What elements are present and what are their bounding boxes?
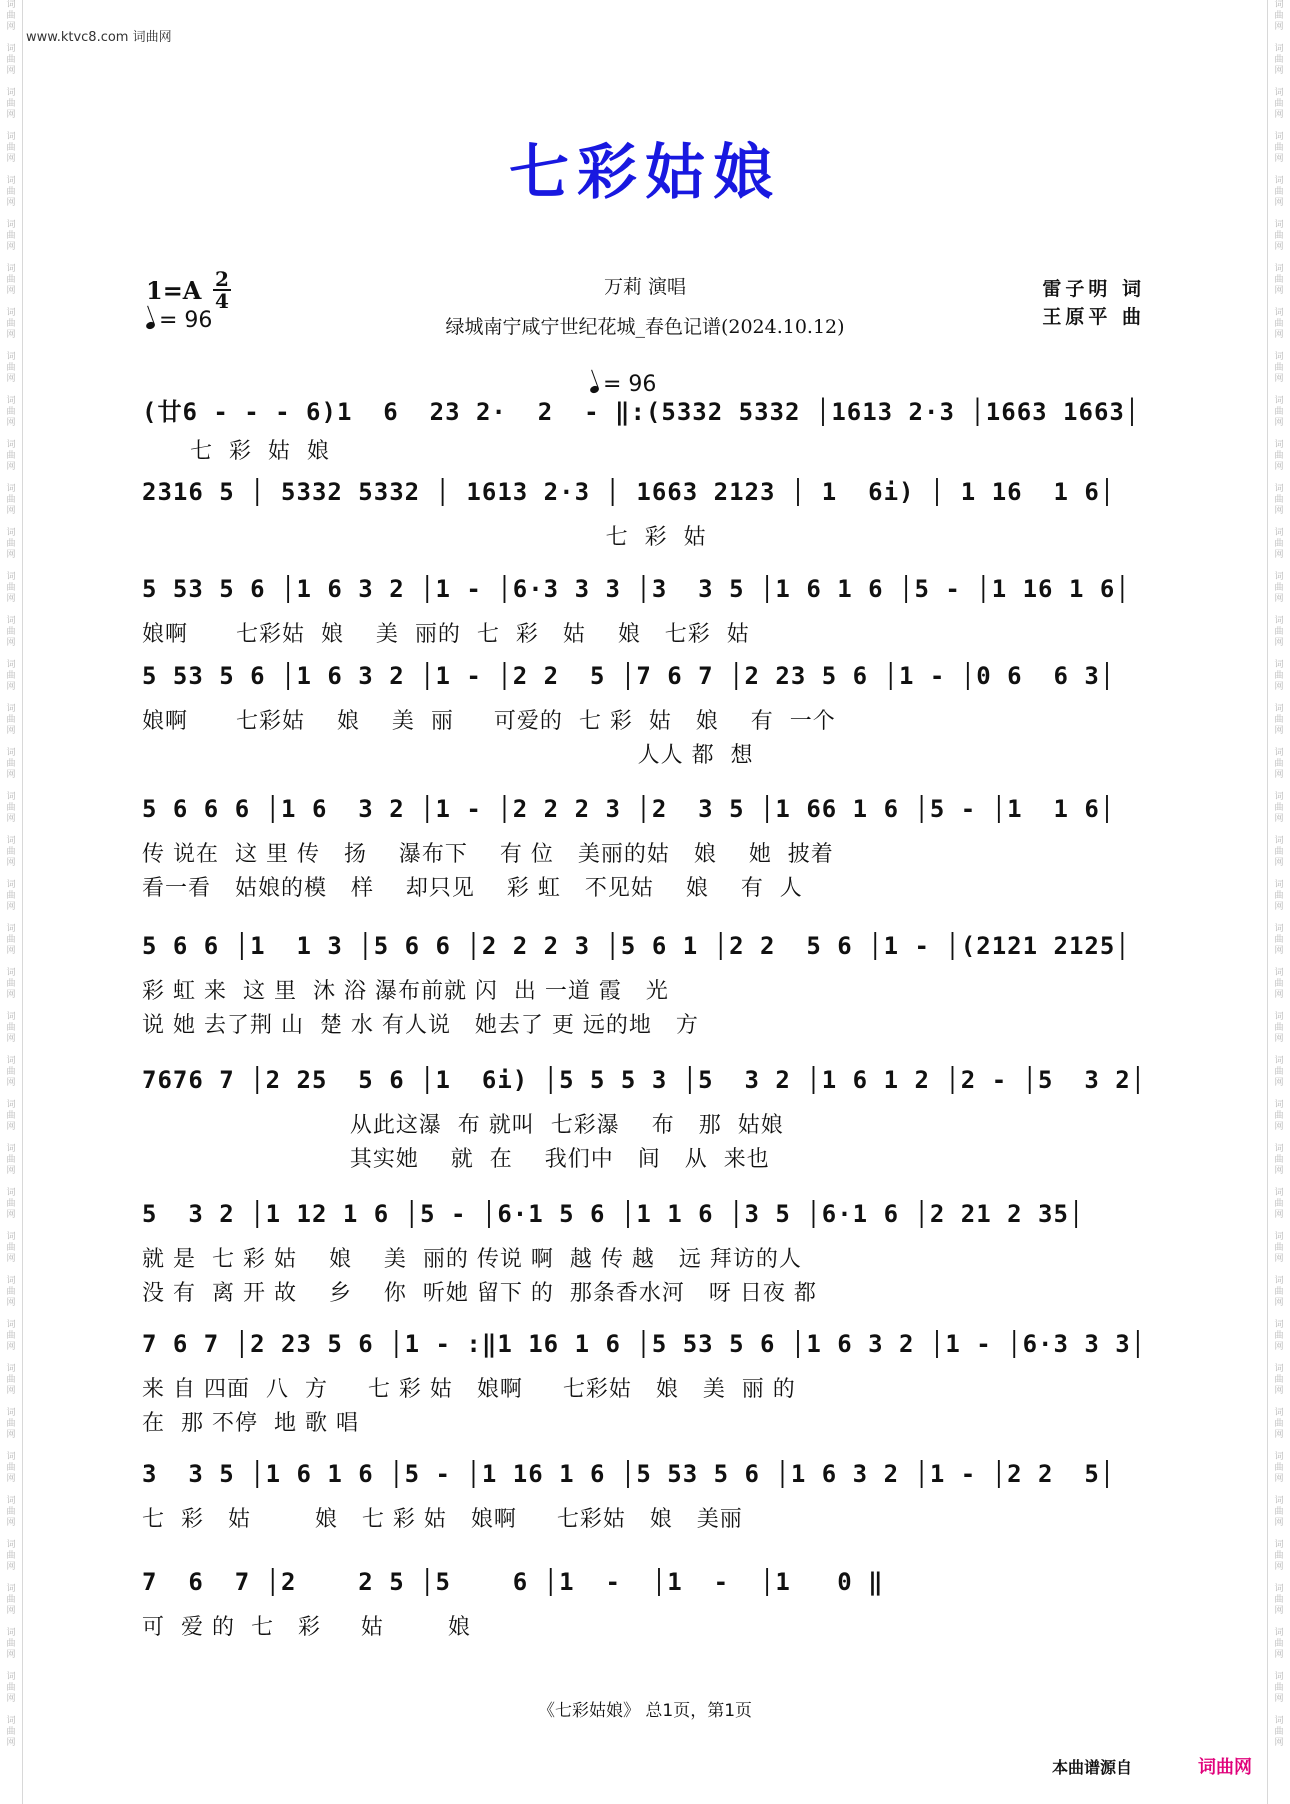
lyrics-line: 人人 都 想 xyxy=(142,743,754,768)
lyrics-line: 七 彩 姑 娘 xyxy=(142,439,330,464)
tempo-mid-value: = 96 xyxy=(603,372,657,397)
score-notes-line: 3 3 5 │1 6 1 6 │5 - │1 16 1 6 │5 53 5 6 │1 6 3 2 │1 - │2 2 5│ xyxy=(142,1460,1116,1488)
lyrics-line: 没 有 离 开 故 乡 你 听她 留下 的 那条香水河 呀 日夜 都 xyxy=(142,1281,817,1306)
lyrics-line: 可 爱 的 七 彩 姑 娘 xyxy=(142,1615,471,1640)
lyrics-line: 娘啊 七彩姑 娘 美 丽 可爱的 七 彩 姑 娘 有 一个 xyxy=(142,709,836,734)
lyrics-line: 七 彩 姑 娘 七 彩 姑 娘啊 七彩姑 娘 美丽 xyxy=(142,1507,743,1532)
source-label: 本曲谱源自 xyxy=(1052,1758,1133,1777)
lyrics-line: 在 那 不停 地 歌 唱 xyxy=(142,1411,359,1436)
left-margin-watermark: 词 曲 网 词 曲 网 词 曲 网 词 曲 网 词 曲 网 词 曲 网 词 曲 网 词 曲 网 词 曲 网 词 曲 网 词 曲 网 词 曲 网 词 曲 网 词 曲 网 词 曲 网 词 曲 网 词 曲 网 词 曲 网 词 曲 网 词 曲 网 词 曲 网 词 曲 网 词 曲 网 词 曲 网 词 曲 网 词 曲 网 词 曲 网 词 曲 网 词 曲 网 词 曲 网 词 曲 网 词 曲 网 词 曲 网 词 曲 网 词 曲 网 词 曲 网 词 曲 网 词 曲 网 词 曲 网 词 曲 网 xyxy=(6,0,16,1748)
score-notes-line: 5 6 6 6 │1 6 3 2 │1 - │2 2 2 3 │2 3 5 │1 66 1 6 │5 - │1 1 6│ xyxy=(142,795,1116,823)
tempo-value: = 96 xyxy=(159,308,213,333)
key-signature: 1=A xyxy=(146,276,202,305)
lyrics-line: 七 彩 姑 xyxy=(142,525,707,550)
source-site-link[interactable]: 词曲网 xyxy=(1198,1757,1252,1778)
time-sig-top: 2 xyxy=(215,267,229,291)
left-margin-line xyxy=(22,0,23,1804)
lyrics-line: 就 是 七 彩 姑 娘 美 丽的 传说 啊 越 传 越 远 拜访的人 xyxy=(142,1247,802,1272)
lyrics-line: 娘啊 七彩姑 娘 美 丽的 七 彩 姑 娘 七彩 姑 xyxy=(142,622,750,647)
lyricist-credit: 雷子明 词 xyxy=(1042,278,1145,300)
lyrics-line: 彩 虹 来 这 里 沐 浴 瀑布前就 闪 出 一道 霞 光 xyxy=(142,979,669,1004)
lyrics-line: 其实她 就 在 我们中 间 从 来也 xyxy=(142,1147,770,1172)
score-notes-line: 7676 7 │2 25 5 6 │1 6i) │5 5 5 3 │5 3 2 │1 6 1 2 │2 - │5 3 2│ xyxy=(142,1066,1147,1094)
score-notes-line: (廿6 - - - 6)1 6 23 2· 2 - ‖:(5332 5332 │1613 2·3 │1663 1663│ xyxy=(142,398,1141,426)
score-notes-line: 7 6 7 │2 23 5 6 │1 - :‖1 16 1 6 │5 53 5 6 │1 6 3 2 │1 - │6·3 3 3│ xyxy=(142,1330,1147,1358)
time-sig-bottom: 4 xyxy=(215,289,229,313)
site-url[interactable]: www.ktvc8.com 词曲网 xyxy=(26,30,172,45)
page-footer: 《七彩姑娘》 总1页，第1页 xyxy=(537,1701,753,1721)
lyrics-line: 说 她 去了荆 山 楚 水 有人说 她去了 更 远的地 方 xyxy=(142,1013,699,1038)
score-notes-line: 2316 5 │ 5332 5332 │ 1613 2·3 │ 1663 2123 │ 1 6i) │ 1 16 1 6│ xyxy=(142,478,1116,506)
score-notes-line: 7 6 7 │2 2 5 │5 6 │1 - │1 - │1 0 ‖ xyxy=(142,1568,884,1596)
score-notes-line: 5 53 5 6 │1 6 3 2 │1 - │6·3 3 3 │3 3 5 │1 6 1 6 │5 - │1 16 1 6│ xyxy=(142,575,1131,603)
lyrics-line: 传 说在 这 里 传 扬 瀑布下 有 位 美丽的姑 娘 她 披着 xyxy=(142,842,834,867)
lyrics-line: 看一看 姑娘的模 样 却只见 彩 虹 不见姑 娘 有 人 xyxy=(142,876,803,901)
lyrics-line: 来 自 四面 八 方 七 彩 姑 娘啊 七彩姑 娘 美 丽 的 xyxy=(142,1377,796,1402)
score-notes-line: 5 53 5 6 │1 6 3 2 │1 - │2 2 5 │7 6 7 │2 23 5 6 │1 - │0 6 6 3│ xyxy=(142,662,1116,690)
score-notes-line: 5 6 6 │1 1 3 │5 6 6 │2 2 2 3 │5 6 1 │2 2 5 6 │1 - │(2121 2125│ xyxy=(142,932,1131,960)
composer-credit: 王原平 曲 xyxy=(1042,306,1145,328)
score-notes-line: 5 3 2 │1 12 1 6 │5 - │6·1 5 6 │1 1 6 │3 5 │6·1 6 │2 21 2 35│ xyxy=(142,1200,1085,1228)
transcription-source: 绿城南宁咸宁世纪花城_春色记谱(2024.10.12) xyxy=(445,316,845,338)
song-title: 七彩姑娘 xyxy=(509,138,781,208)
singer-credit: 万莉 演唱 xyxy=(603,276,687,298)
right-margin-watermark: 词 曲 网 词 曲 网 词 曲 网 词 曲 网 词 曲 网 词 曲 网 词 曲 网 词 曲 网 词 曲 网 词 曲 网 词 曲 网 词 曲 网 词 曲 网 词 曲 网 词 曲 网 词 曲 网 词 曲 网 词 曲 网 词 曲 网 词 曲 网 词 曲 网 词 曲 网 词 曲 网 词 曲 网 词 曲 网 词 曲 网 词 曲 网 词 曲 网 词 曲 网 词 曲 网 词 曲 网 词 曲 网 词 曲 网 词 曲 网 词 曲 网 词 曲 网 词 曲 网 词 曲 网 词 曲 网 词 曲 网 xyxy=(1274,0,1284,1748)
right-margin-line xyxy=(1267,0,1268,1804)
lyrics-line: 从此这瀑 布 就叫 七彩瀑 布 那 姑娘 xyxy=(142,1113,784,1138)
